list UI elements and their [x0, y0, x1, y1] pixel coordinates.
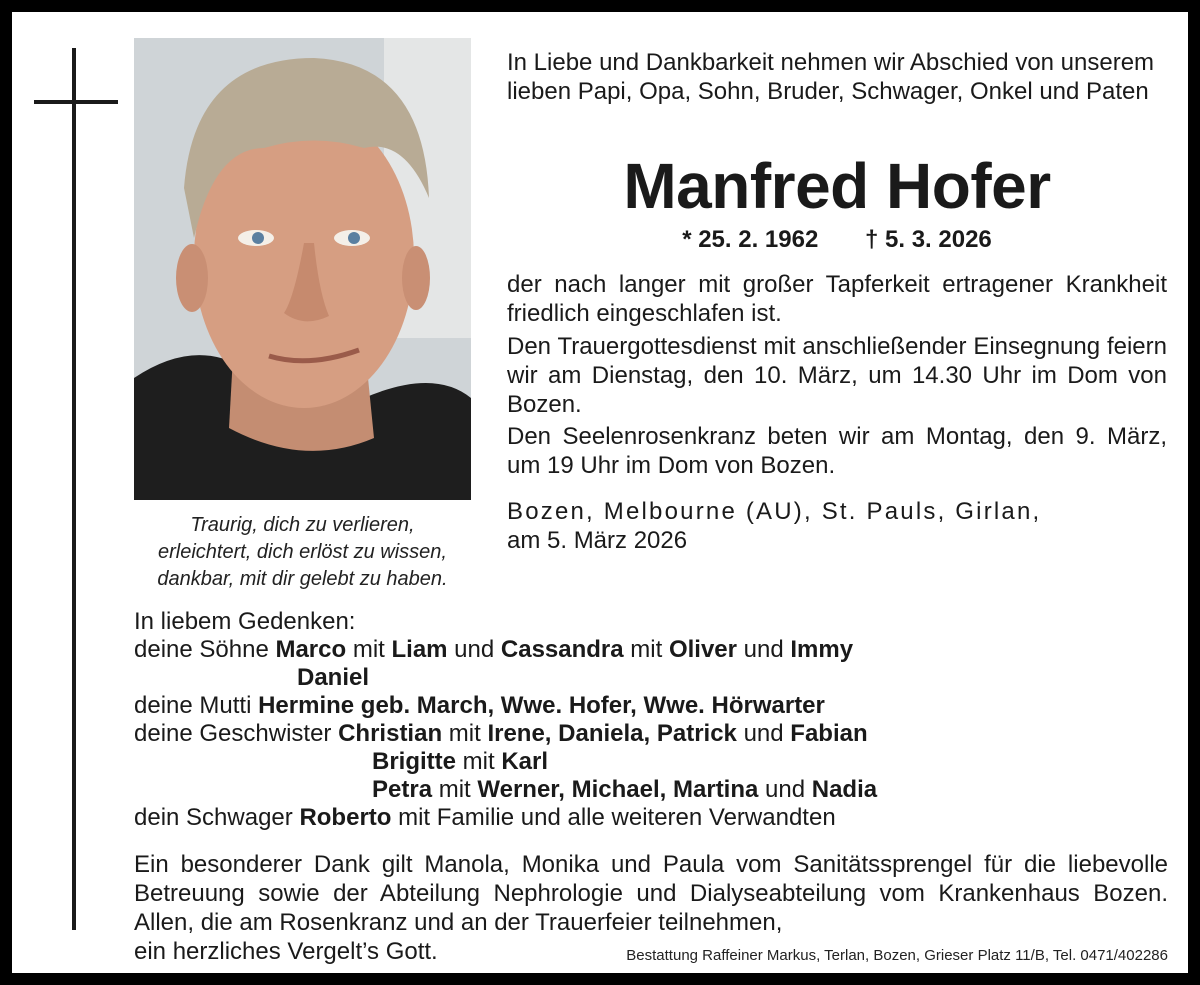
paragraph-funeral: Den Trauergottesdienst mit anschließender Einsegnung feiern wir am Dienstag, den 10. März, um 14.30 Uhr im Dom von Bozen. [507, 333, 1167, 418]
places: Bozen, Melbourne (AU), St. Pauls, Girlan, [507, 498, 1042, 525]
mourner-petra: Petra mit Werner, Michael, Martina und Nadia [372, 776, 878, 803]
death-date: † 5. 3. 2026 [865, 226, 992, 253]
undertaker-info: Bestattung Raffeiner Markus, Terlan, Bozen, Grieser Platz 11/B, Tel. 0471/402286 [626, 947, 1168, 964]
mourner-brigitte: Brigitte mit Karl [372, 748, 549, 775]
memorial-heading: In liebem Gedenken: [134, 608, 356, 635]
intro-text: In Liebe und Dankbarkeit nehmen wir Abschied von unserem lieben Papi, Opa, Sohn, Bruder, Schwager, Onkel und Paten [507, 49, 1155, 105]
caption-quote [134, 512, 471, 593]
paragraph-illness: der nach langer mit großer Tapferkeit ertragener Krankheit friedlich eingeschlafen ist. [507, 271, 1167, 327]
deceased-name: Manfred Hofer [623, 150, 1051, 222]
caption-line: dankbar, mit dir gelebt zu haben. [157, 568, 448, 590]
birth-date: * 25. 2. 1962 [682, 226, 819, 253]
paragraph-rosary: Den Seelenrosenkranz beten wir am Montag, den 9. März, um 19 Uhr im Dom von Bozen. [507, 423, 1167, 479]
caption-line: Traurig, dich zu verlieren, [190, 514, 415, 536]
obituary-notice [12, 12, 1188, 973]
mourner-mother: deine Mutti Hermine geb. March, Wwe. Hofer, Wwe. Hörwarter [134, 692, 825, 719]
mourner-siblings: deine Geschwister Christian mit Irene, Daniela, Patrick und Fabian [134, 720, 868, 747]
life-dates [507, 224, 1167, 256]
portrait-photo [134, 38, 471, 500]
mourner-son-daniel: Daniel [297, 664, 370, 691]
cross-icon-bar [34, 100, 118, 104]
mourner-brother-in-law: dein Schwager Roberto mit Familie und alle weiteren Verwandten [134, 804, 836, 831]
mourner-sons: deine Söhne Marco mit Liam und Cassandra mit Oliver und Immy [134, 636, 854, 663]
notice-date: am 5. März 2026 [507, 527, 688, 554]
thanks-closing: ein herzliches Vergelt’s Gott. [134, 938, 438, 965]
place-and-date [507, 497, 1167, 555]
cross-icon [72, 48, 76, 930]
caption-line: erleichtert, dich erlöst zu wissen, [157, 541, 447, 563]
thanks-body: Ein besonderer Dank gilt Manola, Monika und Paula vom Sanitätssprengel für die liebevolle Betreuung sowie der Abteilung Nephrologie und Dialyseabteilung vom Krankenhaus Bozen. Allen, die am Rosenkranz und an der Trauerfeier teilnehmen, [134, 851, 1168, 936]
